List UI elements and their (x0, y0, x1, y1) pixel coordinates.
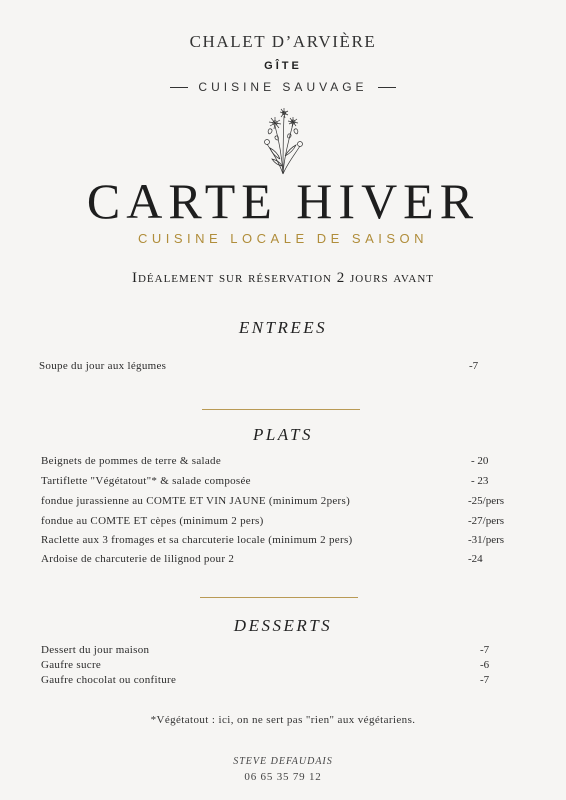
item-price: -27/pers (468, 515, 505, 527)
list-item: Gaufre sucre (41, 659, 102, 671)
section-title-plats: PLATS (252, 425, 314, 444)
list-item: Ardoise de charcuterie de lilignod pour 2 (41, 553, 235, 565)
list-item: Soupe du jour aux légumes (39, 360, 167, 372)
section-title-entrees: ENTREES (238, 318, 328, 337)
item-price: -24 (468, 553, 483, 565)
footer-name: STEVE DEFAUDAIS (233, 756, 333, 767)
tagline-text: CUISINE SAUVAGE (198, 80, 368, 94)
establishment-name: CHALET D’ARVIÈRE (189, 32, 377, 51)
item-price: -25/pers (468, 495, 505, 507)
tagline (0, 80, 566, 94)
item-price: - 20 (471, 455, 489, 467)
list-item: Raclette aux 3 fromages et sa charcuterie locale (minimum 2 pers) (41, 534, 353, 546)
tagline-dash-right (378, 87, 396, 88)
item-price: -7 (469, 360, 479, 372)
item-price: -7 (480, 674, 490, 686)
wildflower-illustration-icon (258, 104, 308, 176)
item-price: -7 (480, 644, 490, 656)
list-item: Beignets de pommes de terre & salade (41, 455, 222, 467)
section-title-desserts: DESSERTS (233, 616, 333, 635)
reservation-note: Idéalement sur réservation 2 jours avant (131, 270, 434, 286)
list-item: Tartiflette "Végétatout"* & salade composée (41, 475, 251, 487)
list-item: fondue au COMTE ET cèpes (minimum 2 pers) (41, 515, 264, 527)
item-price: - 23 (471, 475, 489, 487)
section-divider (200, 597, 358, 598)
menu-title: CARTE HIVER (86, 173, 480, 229)
footnote: *Végétatout : ici, on ne sert pas "rien" aux végétariens. (150, 714, 416, 726)
list-item: Gaufre chocolat ou confiture (41, 674, 177, 686)
menu-subtitle: CUISINE LOCALE DE SAISON (137, 231, 429, 246)
list-item: fondue jurassienne au COMTE ET VIN JAUNE (minimum 2pers) (41, 495, 351, 507)
item-price: -31/pers (468, 534, 505, 546)
section-divider (202, 409, 360, 410)
footer-phone: 06 65 35 79 12 (244, 771, 322, 783)
item-price: -6 (480, 659, 490, 671)
establishment-type: GÎTE (264, 60, 302, 72)
list-item: Dessert du jour maison (41, 644, 150, 656)
tagline-dash-left (170, 87, 188, 88)
